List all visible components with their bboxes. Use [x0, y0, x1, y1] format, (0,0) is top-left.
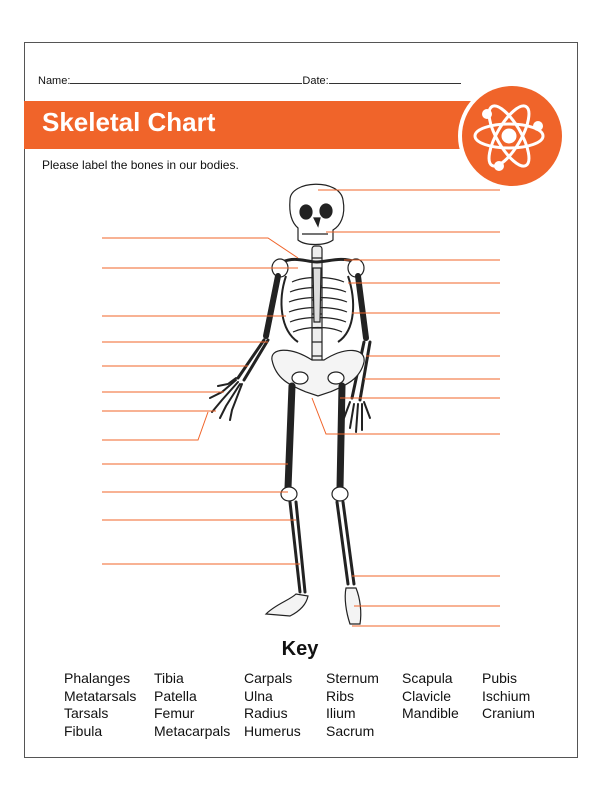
- key-term: Sacrum: [326, 722, 375, 739]
- femur-left: [288, 386, 292, 488]
- instructions: Please label the bones in our bodies.: [42, 158, 239, 172]
- tibia-right: [337, 502, 354, 584]
- key-term: Tibia: [154, 670, 184, 686]
- femur-right: [340, 386, 342, 488]
- key-term: Metacarpals: [154, 722, 231, 739]
- key-column-1: [64, 670, 136, 740]
- key-term: Ilium: [326, 705, 356, 721]
- skull: [290, 184, 344, 244]
- key-column-6: [482, 670, 535, 723]
- humerus-right: [358, 276, 366, 338]
- key-term: Carpals: [244, 670, 293, 686]
- key-term: Patella: [154, 687, 197, 704]
- key-term: Sternum: [326, 670, 379, 686]
- key-term: Ischium: [482, 687, 531, 704]
- key-column-5: [402, 670, 459, 723]
- key-column-2: [154, 670, 230, 740]
- key-term: Pubis: [482, 670, 518, 686]
- key-term: Radius: [244, 705, 288, 721]
- key-title: Key: [281, 638, 319, 660]
- key-column-4: [326, 670, 379, 740]
- humerus-left: [266, 276, 278, 336]
- foot-left: [266, 594, 308, 616]
- badge-text: SCIENCE: [555, 110, 570, 150]
- tibia-left: [290, 502, 305, 592]
- key-term: Clavicle: [402, 687, 452, 704]
- key-term: Ulna: [244, 687, 273, 704]
- key-term: Mandible: [402, 705, 459, 721]
- key-term: Tarsals: [64, 705, 109, 721]
- skeleton-figure: [210, 184, 370, 624]
- key-term: Phalanges: [64, 670, 131, 686]
- key-term: Cranium: [482, 705, 535, 721]
- key-term: Femur: [154, 705, 195, 721]
- hand-right: [344, 402, 370, 432]
- key-term: Scapula: [402, 670, 453, 686]
- key-term: Humerus: [244, 722, 301, 739]
- page-title: Skeletal Chart: [42, 107, 216, 137]
- hand-left: [210, 378, 242, 420]
- key-term: Fibula: [64, 722, 103, 739]
- key-term: Metatarsals: [64, 687, 137, 704]
- key-column-3: [244, 670, 301, 740]
- key-term: Ribs: [326, 687, 355, 704]
- name-label: Name:: [38, 75, 71, 87]
- date-label: Date:: [302, 75, 329, 87]
